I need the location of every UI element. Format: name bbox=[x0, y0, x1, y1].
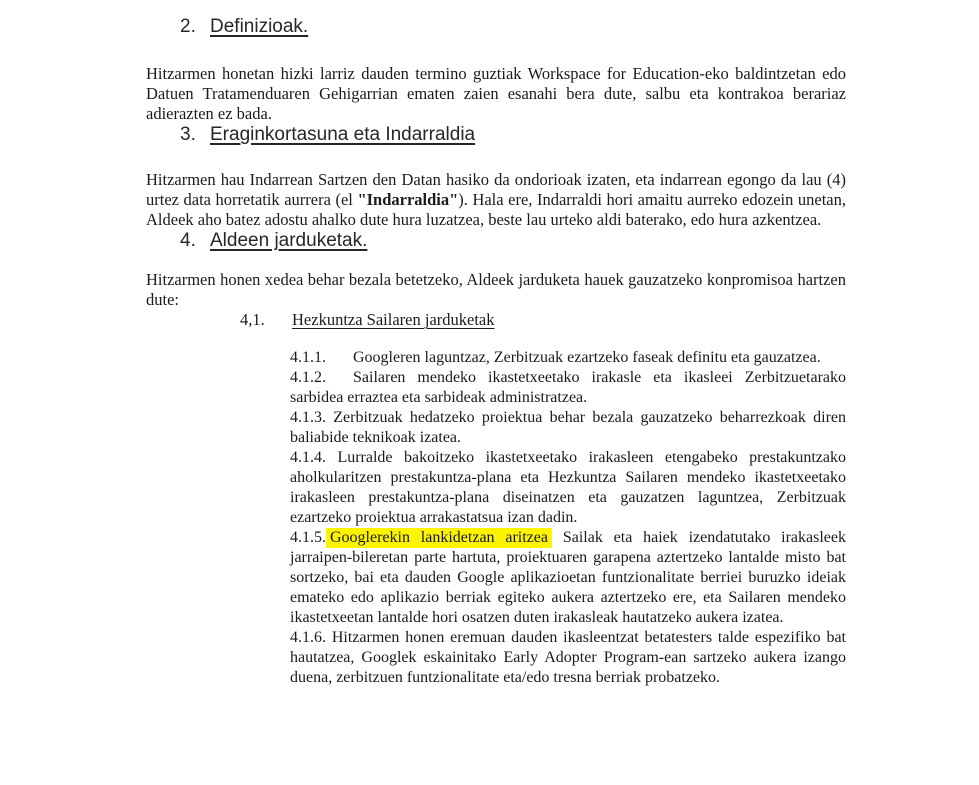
section-title: Aldeen jarduketak. bbox=[210, 230, 368, 251]
list-item-4-1-6 bbox=[290, 628, 846, 688]
list-item-4-1-4 bbox=[290, 448, 846, 528]
item-text: Zerbitzuak hedatzeko proiektua behar bezala gauzatzeko beharrezkoak diren baliabide teknikoak izatea. bbox=[290, 409, 847, 446]
section-title: Definizioak. bbox=[210, 16, 309, 37]
section-heading-aldeen-jarduketak bbox=[180, 230, 846, 252]
item-text: Googleren laguntzaz, Zerbitzuak ezartzeko faseak definitu eta gauzatzea. bbox=[353, 349, 821, 366]
item-number: 4.1.5. bbox=[290, 529, 326, 546]
paragraph-text-after: ). Hala ere, Indarraldi hori amaitu aurreko edozein unetan, Aldeek aho batez adostu ahalko dute hura luzatzea, beste lau urteko aldi baterako, edo hura azkentzea. bbox=[146, 190, 847, 229]
paragraph-section-3 bbox=[146, 170, 846, 230]
section-number: 3. bbox=[180, 124, 196, 145]
subsection-title: Hezkuntza Sailaren jarduketak bbox=[292, 310, 495, 329]
list-item-4-1-5 bbox=[290, 528, 846, 628]
section-heading-definizioak bbox=[180, 16, 846, 38]
paragraph-section-4: Hitzarmen honen xedea behar bezala betetzeko, Aldeek jarduketa hauek gauzatzeko konpromisoa hartzen dute: bbox=[146, 270, 846, 309]
item-number: 4.1.2. bbox=[290, 369, 326, 386]
item-number: 4.1.3. bbox=[290, 409, 326, 426]
item-number: 4.1.4. bbox=[290, 449, 326, 466]
section-title: Eraginkortasuna eta Indarraldia bbox=[210, 124, 476, 145]
item-text: Sailak eta haiek izendatutako irakasleek jarraipen-bileretan parte hartuta, proiektuaren garapena aztertzeko lantalde misto bat sortzeko, bai eta dauden Google aplikazioetan funtzionalitate berriei buruzko ideiak emateko edo aplikazio berriak egiteko aukera aztertzeko ere, eta Sailaren mendeko ikastetxeetan lantalde hori osatzen duten irakasleak hautatzeko aukera izatea. bbox=[290, 529, 847, 626]
list-item-4-1-3 bbox=[290, 408, 846, 448]
item-number: 4.1.1. bbox=[290, 349, 326, 366]
item-text: Lurralde bakoitzeko ikastetxeetako irakasleen etengabeko prestakuntzako aholkularitzen prestakuntza-plana eta Hezkuntza Sailaren mendeko ikastetxeetako irakasleen prestakuntza-plana diseinatzen eta gauzatzen laguntzea, Zerbitzuak ezartzeko proiektua arrakastatsua izan dadin. bbox=[290, 449, 847, 526]
paragraph-section-2: Hitzarmen honetan hizki larriz dauden termino guztiak Workspace for Education-eko baldintzetan edo Datuen Tratamenduaren Gehigarrian ematen zaien esanahi bera dute, salbu eta kontrakoa berariaz adierazten ez bada. bbox=[146, 64, 846, 123]
subsection-heading-hezkuntza-sailaren bbox=[240, 310, 846, 330]
section-number: 2. bbox=[180, 16, 196, 37]
paragraph-text-before: Hitzarmen hau Indarrean Sartzen den Datan hasiko da ondorioak izaten, eta indarrean egongo da lau (4) urtez data horretatik aurrera (el bbox=[146, 170, 846, 209]
section-number: 4. bbox=[180, 230, 196, 251]
clause-list bbox=[290, 348, 846, 688]
item-text: Sailaren mendeko ikastetxeetako irakasle eta ikasleei Zerbitzuetarako sarbidea erraztea eta sarbideak administratzea. bbox=[290, 369, 846, 406]
bold-term-indarraldia: "Indarraldia" bbox=[357, 190, 459, 209]
list-item-4-1-1 bbox=[290, 348, 846, 368]
subsection-number: 4,1. bbox=[240, 310, 265, 329]
highlighted-phrase: Googlerekin lankidetzan aritzea bbox=[326, 528, 552, 548]
item-text: Hitzarmen honen eremuan dauden ikasleentzat betatesters talde espezifiko bat hautatzea, Googlek eskainitako Early Adopter Program-ean sartzeko aukera izango duena, zerbitzuen funtzionalitate eta/edo tresna berriak probatzeko. bbox=[290, 629, 847, 686]
item-number: 4.1.6. bbox=[290, 629, 326, 646]
section-heading-eraginkortasuna bbox=[180, 124, 846, 146]
list-item-4-1-2 bbox=[290, 368, 846, 408]
